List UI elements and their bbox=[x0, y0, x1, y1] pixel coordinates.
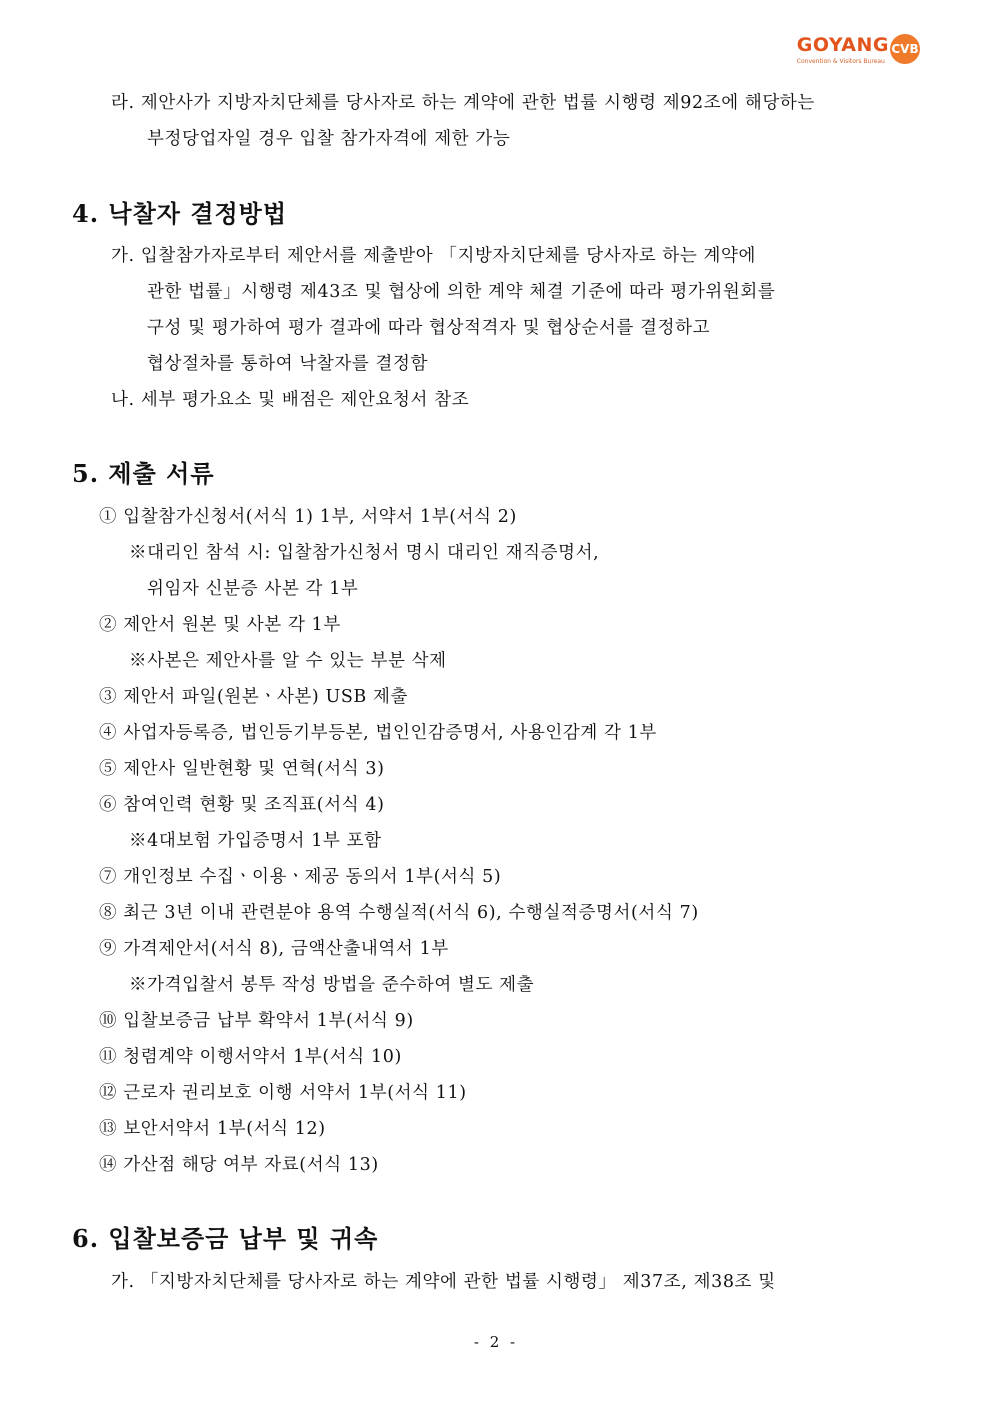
section4-ga-line1: 가. 입찰참가자로부터 제안서를 제출받아 「지방자치단체를 당사자로 하는 계약에 bbox=[111, 246, 757, 266]
section5-item11: ⑪ 청렴계약 이행서약서 1부(서식 10) bbox=[99, 1047, 402, 1067]
section5-item9-note: ※가격입찰서 봉투 작성 방법을 준수하여 별도 제출 bbox=[129, 975, 535, 995]
section5-item14: ⑭ 가산점 해당 여부 자료(서식 13) bbox=[99, 1155, 379, 1175]
section6-heading: 6. 입찰보증금 납부 및 귀속 bbox=[72, 1224, 379, 1253]
section4-ga-line4: 협상절차를 통하여 낙찰자를 결정함 bbox=[147, 354, 429, 374]
section5-item3: ③ 제안서 파일(원본ㆍ사본) USB 제출 bbox=[99, 687, 409, 707]
section5-item9: ⑨ 가격제안서(서식 8), 금액산출내역서 1부 bbox=[99, 939, 449, 959]
section4-na: 나. 세부 평가요소 및 배점은 제안요청서 참조 bbox=[111, 390, 470, 410]
section5-item5: ⑤ 제안사 일반현황 및 연혁(서식 3) bbox=[99, 759, 385, 779]
section5-item6: ⑥ 참여인력 현황 및 조직표(서식 4) bbox=[99, 795, 385, 815]
section4-ga-line2: 관한 법률」시행령 제43조 및 협상에 의한 계약 체결 기준에 따라 평가위원회를 bbox=[147, 282, 776, 302]
section5-item1: ① 입찰참가신청서(서식 1) 1부, 서약서 1부(서식 2) bbox=[99, 507, 517, 527]
goyang-cvb-logo bbox=[797, 34, 920, 74]
section5-item13: ⑬ 보안서약서 1부(서식 12) bbox=[99, 1119, 326, 1139]
section6-ga-line1: 가. 「지방자치단체를 당사자로 하는 계약에 관한 법률 시행령」 제37조, 제38조 및 bbox=[111, 1272, 776, 1292]
page-number: - 2 - bbox=[473, 1333, 519, 1351]
section3-item-ra-line2: 부정당업자일 경우 입찰 참가자격에 제한 가능 bbox=[147, 129, 511, 149]
logo-badge: CVB bbox=[890, 34, 920, 64]
section4-heading: 4. 낙찰자 결정방법 bbox=[72, 199, 288, 228]
section5-item10: ⑩ 입찰보증금 납부 확약서 1부(서식 9) bbox=[99, 1011, 414, 1031]
section5-item4: ④ 사업자등록증, 법인등기부등본, 법인인감증명서, 사용인감계 각 1부 bbox=[99, 723, 657, 743]
section3-item-ra-line1: 라. 제안사가 지방자치단체를 당사자로 하는 계약에 관한 법률 시행령 제92조에 해당하는 bbox=[111, 93, 815, 113]
section5-item6-note: ※4대보험 가입증명서 1부 포함 bbox=[129, 831, 382, 851]
section5-heading: 5. 제출 서류 bbox=[72, 459, 215, 488]
section5-item2: ② 제안서 원본 및 사본 각 1부 bbox=[99, 615, 341, 635]
logo-text: GOYANG bbox=[796, 34, 889, 56]
section4-ga-line3: 구성 및 평가하여 평가 결과에 따라 협상적격자 및 협상순서를 결정하고 bbox=[147, 318, 711, 338]
section5-item1-note2: 위임자 신분증 사본 각 1부 bbox=[147, 579, 359, 599]
section5-item7: ⑦ 개인정보 수집ㆍ이용ㆍ제공 동의서 1부(서식 5) bbox=[99, 867, 502, 887]
section5-item12: ⑫ 근로자 권리보호 이행 서약서 1부(서식 11) bbox=[99, 1083, 467, 1103]
section5-item1-note1: ※대리인 참석 시: 입찰참가신청서 명시 대리인 재직증명서, bbox=[129, 543, 600, 563]
section5-item8: ⑧ 최근 3년 이내 관련분야 용역 수행실적(서식 6), 수행실적증명서(서식 7) bbox=[99, 903, 699, 923]
logo-subtitle: Convention & Visitors Bureau bbox=[796, 58, 885, 65]
section5-item2-note: ※사본은 제안사를 알 수 있는 부분 삭제 bbox=[129, 651, 447, 671]
